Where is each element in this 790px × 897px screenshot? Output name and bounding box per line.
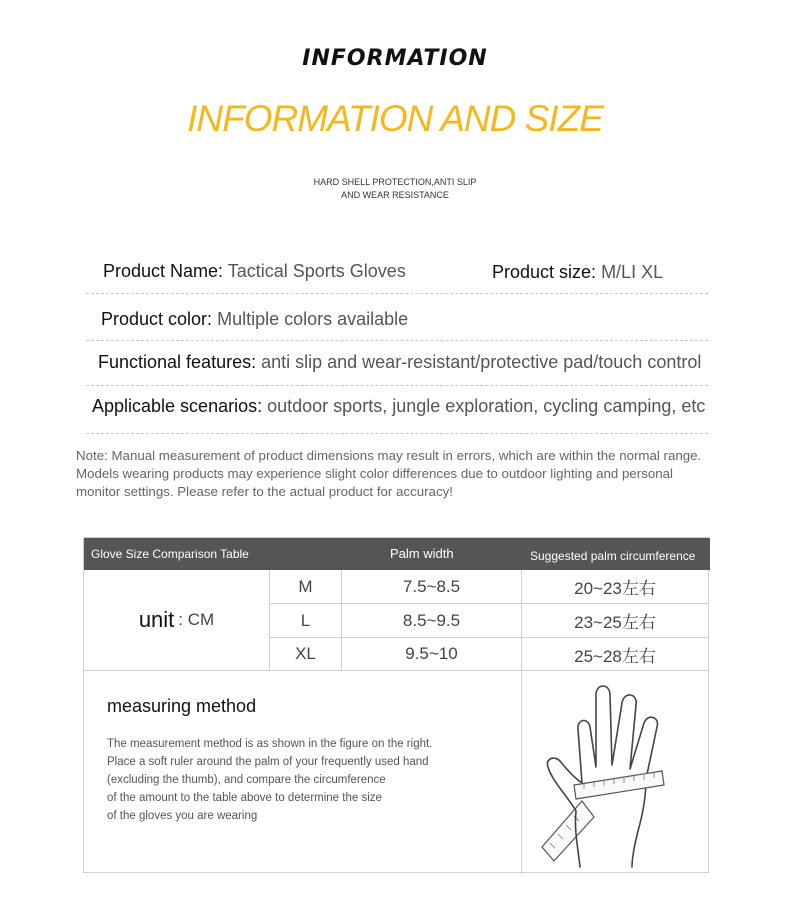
product-name-label: Product Name: (103, 261, 224, 281)
subtitle-line-1: HARD SHELL PROTECTION,ANTI SLIP (313, 177, 477, 187)
palm-width-cell: 7.5~8.5 (342, 570, 522, 604)
note-line-1: Note: Manual measurement of product dimensions may result in errors, which are within the normal range. (76, 448, 702, 463)
method-line-3: (excluding the thumb), and compare the circumference (107, 774, 386, 786)
features-row (98, 352, 701, 373)
method-line-1: The measurement method is as shown in the figure on the right. (107, 738, 433, 750)
hand-icon (522, 671, 708, 873)
unit-label: unit (138, 607, 175, 632)
scenarios-row (92, 396, 705, 417)
header-subtitle (0, 176, 790, 202)
table-header-title: Glove Size Comparison Table (91, 547, 249, 561)
product-color-label: Product color: (101, 309, 213, 329)
size-comparison-table (83, 537, 709, 873)
size-cell: XL (270, 638, 342, 671)
scenarios-value: outdoor sports, jungle exploration, cycling camping, etc (267, 396, 706, 416)
unit-value: : CM (178, 610, 215, 629)
method-line-4: of the amount to the table above to determine the size (107, 792, 382, 804)
table-header-circumference: Suggested palm circumference (530, 549, 696, 563)
scenarios-label: Applicable scenarios: (92, 396, 263, 416)
size-cell: L (270, 604, 342, 638)
size-cell: M (270, 570, 342, 604)
divider (86, 340, 708, 341)
hand-measurement-illustration (522, 671, 708, 873)
table-header (84, 538, 710, 570)
product-size-row (492, 262, 663, 283)
product-name-value: Tactical Sports Gloves (227, 261, 406, 281)
palm-width-cell: 8.5~9.5 (342, 604, 522, 638)
method-line-5: of the gloves you are wearing (107, 810, 258, 822)
header-title-en: INFORMATION (302, 46, 488, 71)
method-line-2: Place a soft ruler around the palm of your frequently used hand (107, 756, 429, 768)
note-line-2: Models wearing products may experience slight color differences due to outdoor lighting and personal (76, 466, 673, 481)
subtitle-line-2: AND WEAR RESISTANCE (341, 190, 449, 200)
features-label: Functional features: (98, 352, 257, 372)
note-line-3: monitor settings. Please refer to the actual product for accuracy! (76, 484, 453, 499)
circumference-cell: 20~23左右 (522, 570, 708, 604)
unit-cell (84, 570, 270, 671)
measuring-method-text (107, 735, 432, 825)
divider (86, 433, 708, 434)
circumference-cell: 25~28左右 (522, 638, 708, 671)
product-size-value: M/LI XL (601, 262, 664, 282)
product-color-row (101, 309, 408, 330)
divider (86, 293, 708, 294)
palm-width-cell: 9.5~10 (342, 638, 522, 671)
features-value: anti slip and wear-resistant/protective pad/touch control (261, 352, 702, 372)
product-name-row (103, 261, 406, 282)
circumference-cell: 23~25左右 (522, 604, 708, 638)
product-color-value: Multiple colors available (217, 309, 409, 329)
product-size-label: Product size: (492, 262, 597, 282)
measuring-method-title: measuring method (107, 696, 257, 716)
note-paragraph (76, 447, 776, 501)
table-header-palm-width: Palm width (390, 546, 454, 561)
header-title-main: INFORMATION AND SIZE (187, 98, 603, 139)
divider (86, 385, 708, 386)
measuring-method-cell (84, 671, 522, 874)
